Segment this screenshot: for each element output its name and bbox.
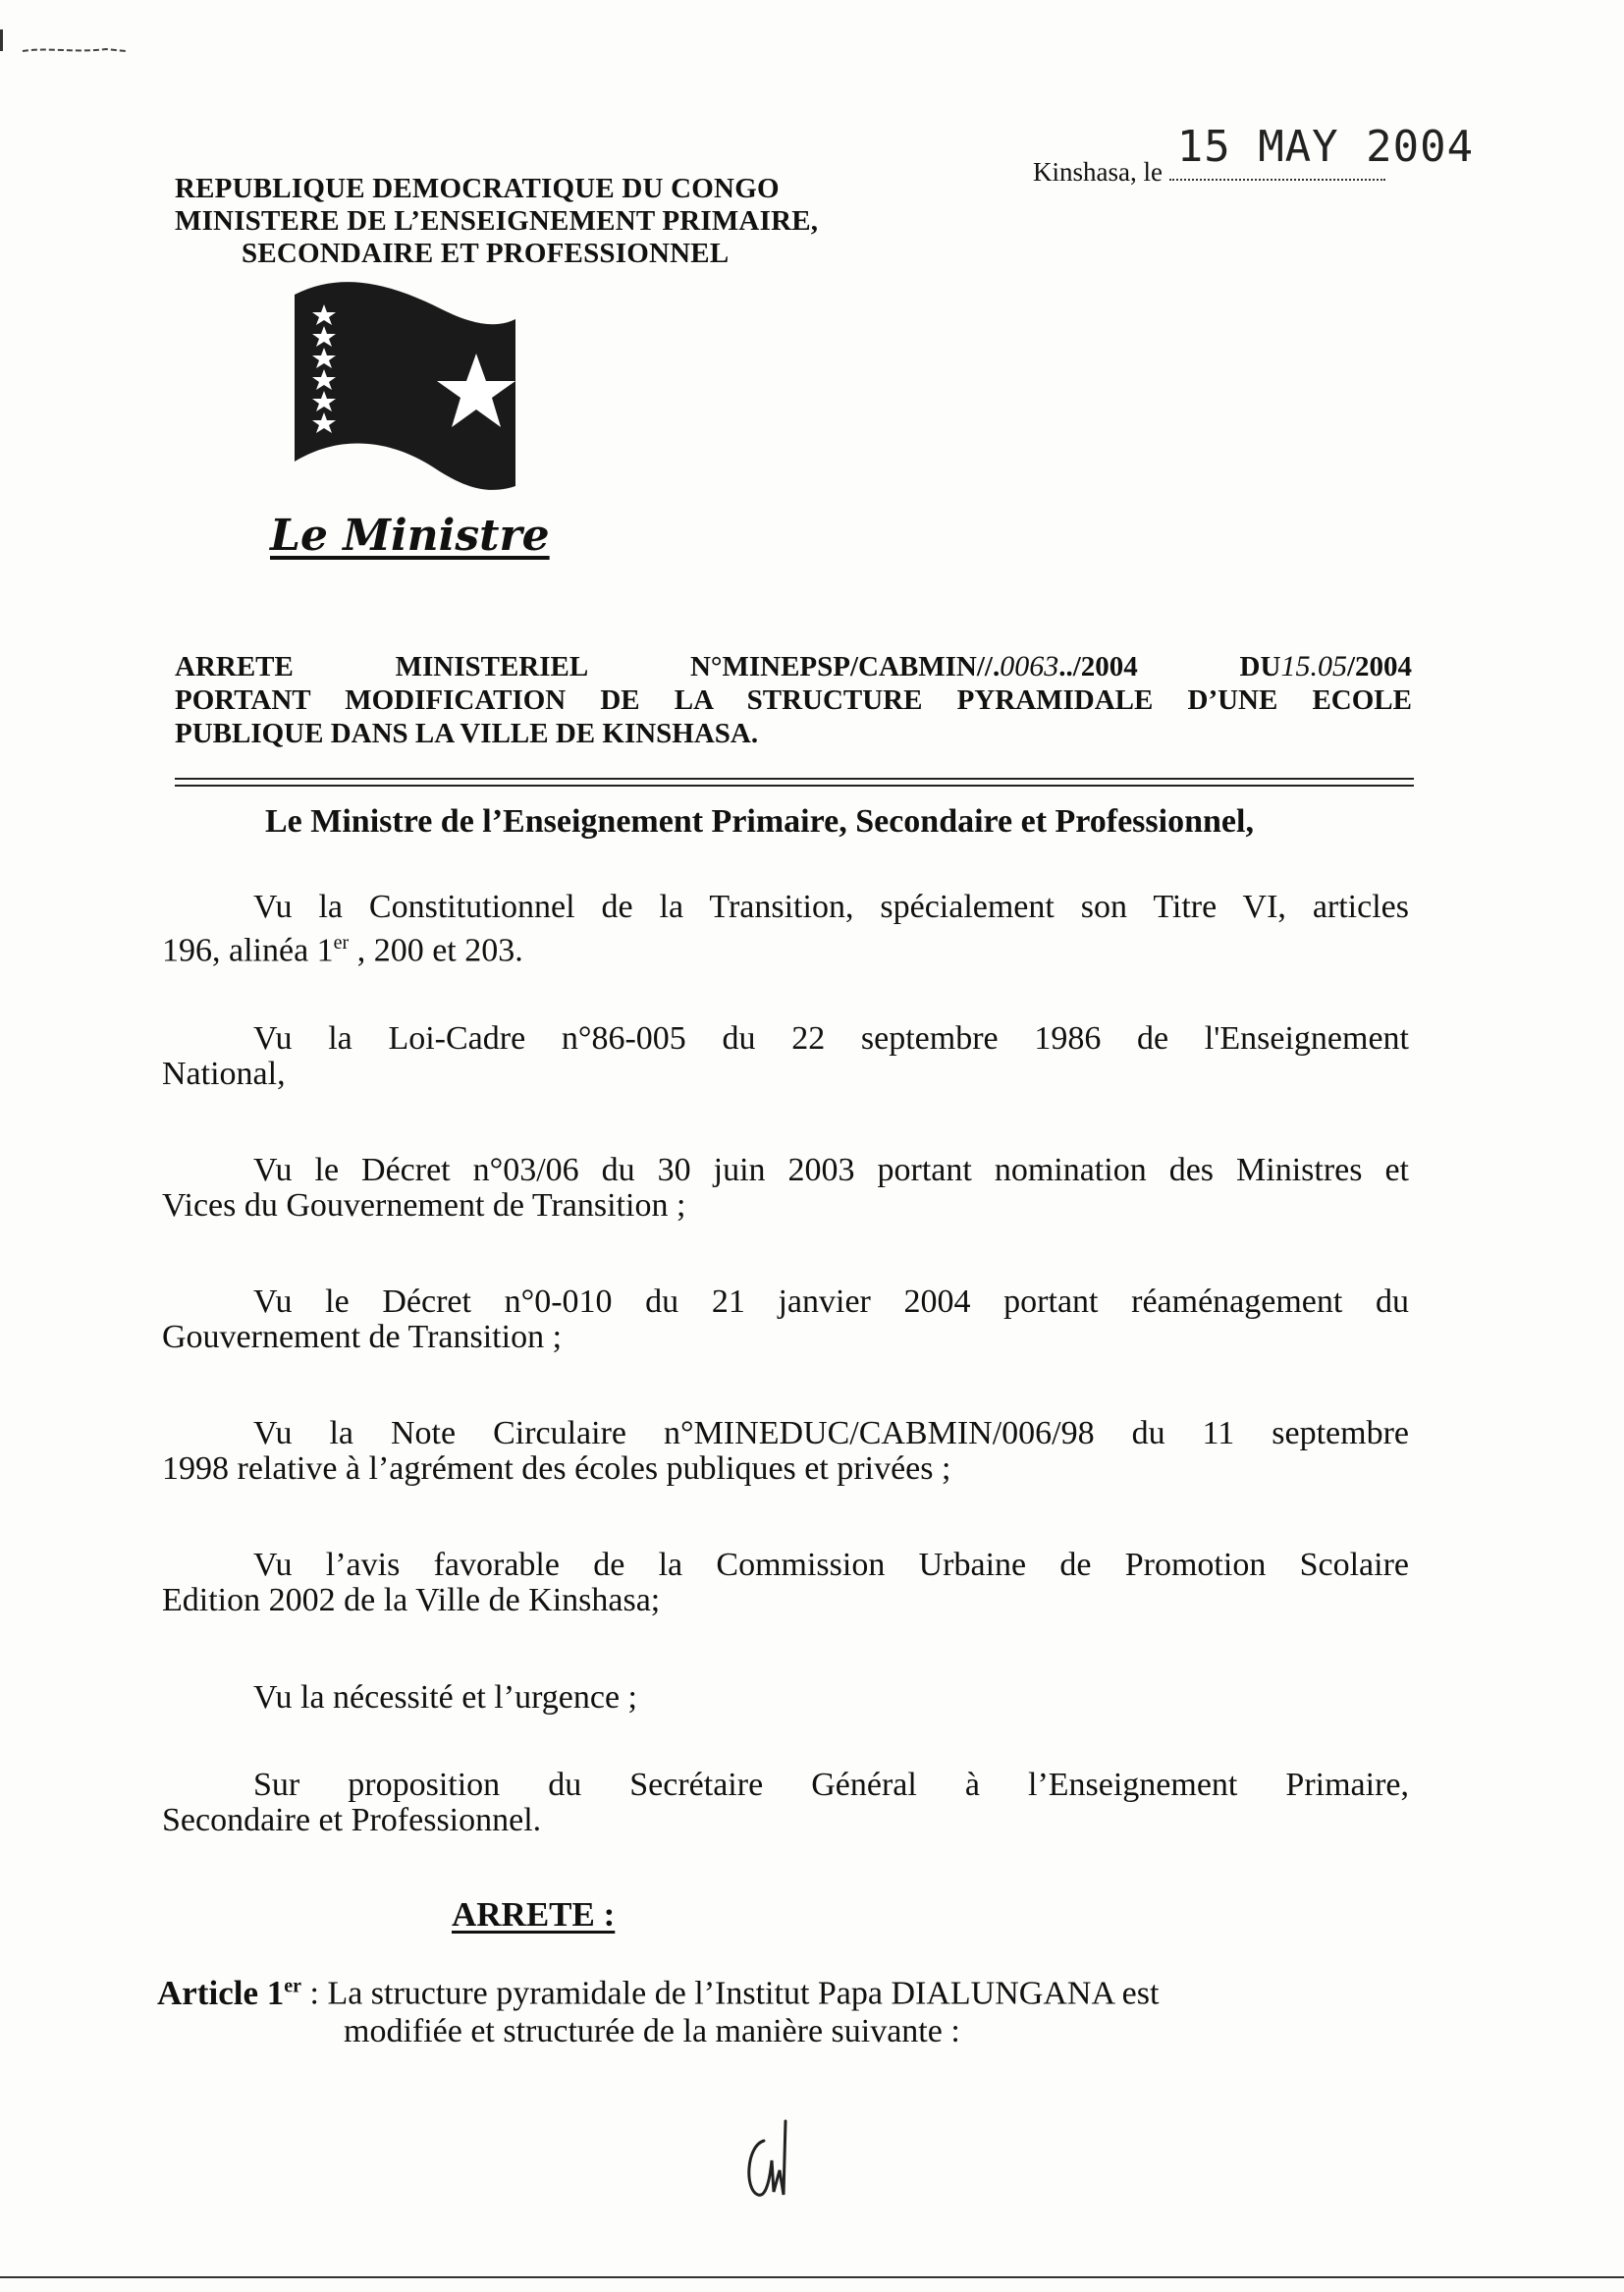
article-label-superscript: er: [284, 1975, 301, 1996]
visa-text: , 200 et 203.: [349, 932, 523, 969]
visa-paragraph: [162, 1021, 1409, 1092]
minister-label: Le Ministre: [270, 511, 550, 561]
visa-line: Vu le Décret n°0-010 du 21 janvier 2004 portant réaménagement du: [253, 1283, 1409, 1320]
visa-line: Secondaire et Professionnel.: [162, 1802, 542, 1838]
decree-handwritten-date: 15.05: [1280, 650, 1347, 682]
visa-paragraph: [162, 1416, 1409, 1487]
visa-paragraph: [162, 1153, 1409, 1224]
visa-line: Sur proposition du Secrétaire Général à l’Enseignement Primaire,: [253, 1767, 1409, 1803]
decree-ref-label2: MINISTERIEL: [395, 651, 589, 682]
visa-line: Gouvernement de Transition ;: [162, 1319, 563, 1355]
visa-line: National,: [162, 1056, 286, 1092]
decree-du-label: DU: [1239, 651, 1281, 682]
visa-line: Vu la Constitutionnel de la Transition, spécialement son Titre VI, articles: [253, 889, 1409, 925]
article-label-text: Article 1: [157, 1973, 285, 2012]
article-1-line2: modifiée et structurée de la manière suivante :: [344, 2012, 960, 2049]
page-bottom-rule: [0, 2276, 1624, 2278]
visa-line: Vices du Gouvernement de Transition ;: [162, 1187, 686, 1224]
scan-edge-mark: [0, 29, 3, 51]
visa-line: 1998 relative à l’agrément des écoles publiques et privées ;: [162, 1450, 951, 1487]
arrete-heading: ARRETE :: [452, 1895, 616, 1934]
decree-ref-number: [690, 650, 1138, 683]
drc-flag-icon: [285, 275, 520, 501]
header-line-ministry: MINISTERE DE L’ENSEIGNEMENT PRIMAIRE,: [175, 205, 819, 237]
decree-ref-year: ../2004: [1058, 651, 1138, 682]
date-prefix: Kinshasa, le: [1033, 157, 1163, 187]
decree-ref-label: ARRETE: [175, 651, 294, 682]
article-1-text: : La structure pyramidale de l’Institut Papa DIALUNGANA est: [301, 1975, 1160, 2012]
date-stamp: 15 MAY 2004: [1176, 122, 1475, 172]
decree-ref-prefix: N°MINEPSP/CABMIN//.: [689, 651, 1001, 682]
article-1-line1: [157, 1967, 1159, 2013]
header-line-republic: REPUBLIQUE DEMOCRATIQUE DU CONGO: [175, 173, 780, 204]
visa-line: [162, 925, 1409, 968]
visa-paragraph: [162, 1548, 1409, 1618]
visa-paragraph: [162, 1284, 1409, 1355]
decree-date: [1240, 650, 1412, 683]
article-1: [157, 1967, 1159, 2050]
visa-line: Vu le Décret n°03/06 du 30 juin 2003 portant nomination des Ministres et: [253, 1152, 1409, 1188]
decree-reference-line: [175, 650, 1412, 683]
ministry-header: [175, 173, 818, 270]
decree-title-line2: PORTANT MODIFICATION DE LA STRUCTURE PYRAMIDALE D’UNE ECOLE: [175, 684, 1412, 716]
handwritten-initials-icon: [736, 2101, 825, 2210]
header-line-department: SECONDAIRE ET PROFESSIONNEL: [242, 238, 730, 269]
visa-paragraph: [162, 1768, 1409, 1838]
visa-line: Vu l’avis favorable de la Commission Urbaine de Promotion Scolaire: [253, 1547, 1409, 1583]
decree-title-line3: PUBLIQUE DANS LA VILLE DE KINSHASA.: [175, 718, 759, 749]
visa-line: Vu la Note Circulaire n°MINEDUC/CABMIN/006/98 du 11 septembre: [253, 1415, 1409, 1451]
date-dotted-field: [1169, 122, 1475, 181]
title-double-rule-top: [175, 778, 1414, 780]
decree-handwritten-number: 0063: [1000, 650, 1059, 682]
decree-title: [175, 650, 1412, 750]
decree-du-year: /2004: [1346, 651, 1412, 682]
article-1-label: [157, 1974, 301, 2012]
visa-superscript: er: [333, 932, 350, 954]
date-line: [1033, 122, 1475, 188]
visa-paragraph: [162, 890, 1409, 968]
visa-line: Vu la Loi-Cadre n°86-005 du 22 septembre 1986 de l'Enseignement: [253, 1020, 1409, 1057]
scan-smudge-icon: [18, 39, 135, 59]
preamble-heading: Le Ministre de l’Enseignement Primaire, Secondaire et Professionnel,: [265, 803, 1254, 840]
visa-text: 196, alinéa 1: [162, 932, 334, 969]
title-double-rule-bottom: [175, 785, 1414, 787]
visa-line: Vu la nécessité et l’urgence ;: [253, 1679, 637, 1716]
visa-line: Edition 2002 de la Ville de Kinshasa;: [162, 1582, 661, 1618]
